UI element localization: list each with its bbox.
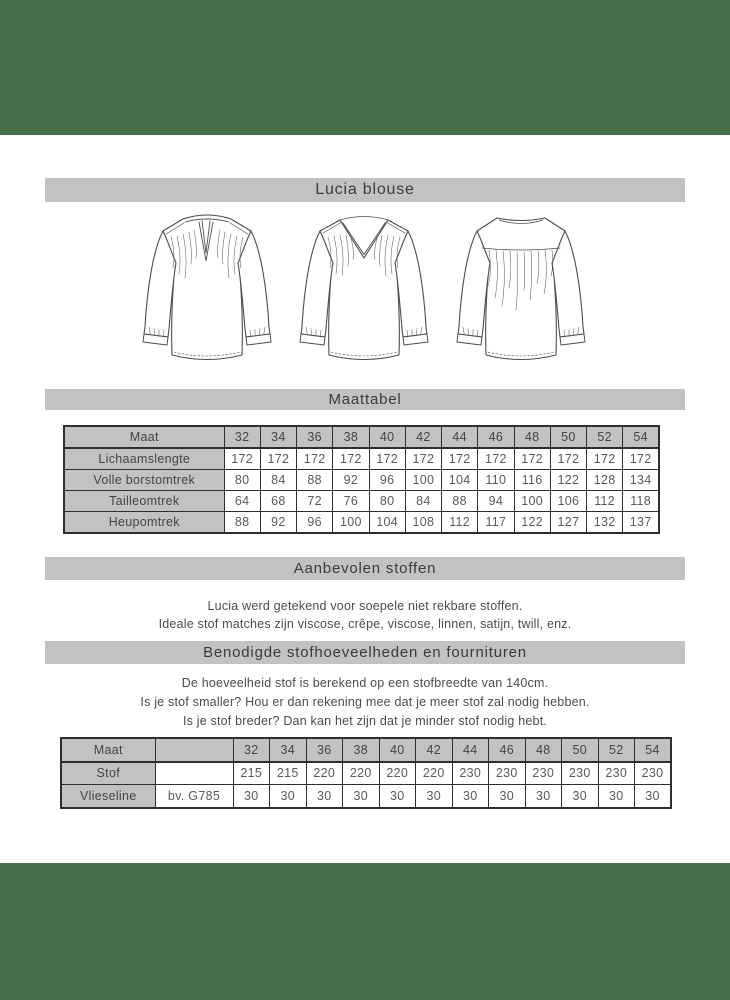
value-cell: 64 bbox=[224, 491, 260, 512]
value-cell: 116 bbox=[514, 470, 550, 491]
value-cell: 30 bbox=[379, 785, 416, 808]
value-cell: 172 bbox=[442, 448, 478, 470]
size-header-cell: 42 bbox=[405, 426, 441, 448]
top-green-band bbox=[0, 0, 730, 135]
value-cell: 30 bbox=[562, 785, 599, 808]
size-header-cell: 48 bbox=[514, 426, 550, 448]
value-cell: 172 bbox=[623, 448, 659, 470]
size-header-cell: 50 bbox=[562, 738, 599, 762]
size-table-section-title: Maattabel bbox=[328, 391, 402, 408]
value-cell: 230 bbox=[635, 762, 672, 785]
size-header-cell: 46 bbox=[489, 738, 526, 762]
value-cell: 30 bbox=[452, 785, 489, 808]
size-header-cell: 32 bbox=[233, 738, 270, 762]
value-cell: 112 bbox=[442, 512, 478, 534]
value-cell: 132 bbox=[587, 512, 623, 534]
size-header-cell: 50 bbox=[550, 426, 586, 448]
value-cell: 84 bbox=[260, 470, 296, 491]
recommended-fabrics-section-bar bbox=[45, 557, 685, 580]
value-cell: 220 bbox=[416, 762, 453, 785]
value-cell: 134 bbox=[623, 470, 659, 491]
value-cell: 80 bbox=[224, 470, 260, 491]
value-cell: 92 bbox=[260, 512, 296, 534]
bottom-green-band bbox=[0, 863, 730, 1000]
table-corner-label: Maat bbox=[64, 426, 224, 448]
value-cell: 84 bbox=[405, 491, 441, 512]
size-header-cell: 34 bbox=[260, 426, 296, 448]
fabric-requirements-text bbox=[0, 674, 730, 731]
fabric-advice-line: Lucia werd getekend voor soepele niet rekbare stoffen. bbox=[207, 599, 523, 613]
value-cell: 88 bbox=[442, 491, 478, 512]
size-header-cell: 48 bbox=[525, 738, 562, 762]
value-cell: 112 bbox=[587, 491, 623, 512]
table-corner-label: Maat bbox=[61, 738, 155, 762]
value-cell: 30 bbox=[598, 785, 635, 808]
value-cell: 30 bbox=[233, 785, 270, 808]
value-cell: 215 bbox=[270, 762, 307, 785]
value-cell: 80 bbox=[369, 491, 405, 512]
value-cell: 76 bbox=[333, 491, 369, 512]
value-cell: 172 bbox=[550, 448, 586, 470]
document-title: Lucia blouse bbox=[315, 181, 415, 198]
size-header-cell: 34 bbox=[270, 738, 307, 762]
value-cell: 172 bbox=[224, 448, 260, 470]
value-cell: 172 bbox=[587, 448, 623, 470]
size-header-cell: 52 bbox=[587, 426, 623, 448]
size-table-section-bar bbox=[45, 389, 685, 410]
size-header-cell: 54 bbox=[623, 426, 659, 448]
value-cell: 230 bbox=[598, 762, 635, 785]
value-cell: 215 bbox=[233, 762, 270, 785]
row-label: Lichaamslengte bbox=[64, 448, 224, 470]
blouse-front-slit-neck-drawing bbox=[140, 206, 274, 378]
value-cell: 30 bbox=[489, 785, 526, 808]
value-cell: 88 bbox=[224, 512, 260, 534]
size-header-cell: 42 bbox=[416, 738, 453, 762]
blouse-front-v-neck-drawing bbox=[297, 206, 431, 378]
row-label: Volle borstomtrek bbox=[64, 470, 224, 491]
value-cell: 72 bbox=[297, 491, 333, 512]
value-cell: 172 bbox=[369, 448, 405, 470]
value-cell: 92 bbox=[333, 470, 369, 491]
fabric-requirements-title: Benodigde stofhoeveelheden en fournituren bbox=[203, 644, 527, 661]
value-cell: 117 bbox=[478, 512, 514, 534]
value-cell: 100 bbox=[405, 470, 441, 491]
value-cell: 172 bbox=[405, 448, 441, 470]
value-cell: 108 bbox=[405, 512, 441, 534]
value-cell: 96 bbox=[297, 512, 333, 534]
size-header-cell: 54 bbox=[635, 738, 672, 762]
table-corner-note bbox=[155, 738, 233, 762]
value-cell: 88 bbox=[297, 470, 333, 491]
value-cell: 230 bbox=[489, 762, 526, 785]
row-label: Vlieseline bbox=[61, 785, 155, 808]
size-header-cell: 40 bbox=[379, 738, 416, 762]
size-header-cell: 46 bbox=[478, 426, 514, 448]
value-cell: 104 bbox=[442, 470, 478, 491]
document-title-bar bbox=[45, 178, 685, 202]
value-cell: 122 bbox=[550, 470, 586, 491]
value-cell: 127 bbox=[550, 512, 586, 534]
value-cell: 30 bbox=[416, 785, 453, 808]
value-cell: 172 bbox=[297, 448, 333, 470]
value-cell: 230 bbox=[525, 762, 562, 785]
value-cell: 96 bbox=[369, 470, 405, 491]
size-header-cell: 32 bbox=[224, 426, 260, 448]
value-cell: 30 bbox=[270, 785, 307, 808]
value-cell: 172 bbox=[478, 448, 514, 470]
fabric-requirements-line: Is je stof smaller? Hou er dan rekening mee dat je meer stof zal nodig hebben. bbox=[140, 695, 590, 709]
row-label: Tailleomtrek bbox=[64, 491, 224, 512]
blouse-back-view-drawing bbox=[454, 206, 588, 378]
row-label: Heupomtrek bbox=[64, 512, 224, 534]
size-header-cell: 38 bbox=[343, 738, 380, 762]
value-cell: 230 bbox=[452, 762, 489, 785]
row-note-cell: bv. G785 bbox=[155, 785, 233, 808]
size-header-cell: 44 bbox=[442, 426, 478, 448]
value-cell: 230 bbox=[562, 762, 599, 785]
value-cell: 106 bbox=[550, 491, 586, 512]
recommended-fabrics-title: Aanbevolen stoffen bbox=[293, 560, 437, 577]
value-cell: 172 bbox=[260, 448, 296, 470]
value-cell: 172 bbox=[333, 448, 369, 470]
value-cell: 30 bbox=[306, 785, 343, 808]
value-cell: 122 bbox=[514, 512, 550, 534]
size-header-cell: 36 bbox=[297, 426, 333, 448]
value-cell: 220 bbox=[379, 762, 416, 785]
size-header-cell: 44 bbox=[452, 738, 489, 762]
technical-drawings bbox=[140, 206, 588, 378]
size-table bbox=[63, 425, 660, 534]
fabric-advice-line: Ideale stof matches zijn viscose, crêpe, viscose, linnen, satijn, twill, enz. bbox=[158, 617, 572, 631]
fabric-requirements-line: De hoeveelheid stof is berekend op een stofbreedte van 140cm. bbox=[181, 676, 549, 690]
row-label: Stof bbox=[61, 762, 155, 785]
value-cell: 100 bbox=[333, 512, 369, 534]
value-cell: 137 bbox=[623, 512, 659, 534]
value-cell: 172 bbox=[514, 448, 550, 470]
value-cell: 220 bbox=[306, 762, 343, 785]
value-cell: 110 bbox=[478, 470, 514, 491]
fabric-requirements-line: Is je stof breder? Dan kan het zijn dat je minder stof nodig hebt. bbox=[182, 714, 548, 728]
value-cell: 220 bbox=[343, 762, 380, 785]
row-note-cell bbox=[155, 762, 233, 785]
value-cell: 68 bbox=[260, 491, 296, 512]
value-cell: 30 bbox=[525, 785, 562, 808]
fabric-requirements-table bbox=[60, 737, 672, 809]
value-cell: 94 bbox=[478, 491, 514, 512]
value-cell: 30 bbox=[635, 785, 672, 808]
size-header-cell: 36 bbox=[306, 738, 343, 762]
size-header-cell: 40 bbox=[369, 426, 405, 448]
value-cell: 30 bbox=[343, 785, 380, 808]
fabric-requirements-section-bar bbox=[45, 641, 685, 664]
value-cell: 104 bbox=[369, 512, 405, 534]
size-header-cell: 52 bbox=[598, 738, 635, 762]
value-cell: 118 bbox=[623, 491, 659, 512]
size-header-cell: 38 bbox=[333, 426, 369, 448]
value-cell: 128 bbox=[587, 470, 623, 491]
fabric-advice-text bbox=[0, 597, 730, 633]
value-cell: 100 bbox=[514, 491, 550, 512]
